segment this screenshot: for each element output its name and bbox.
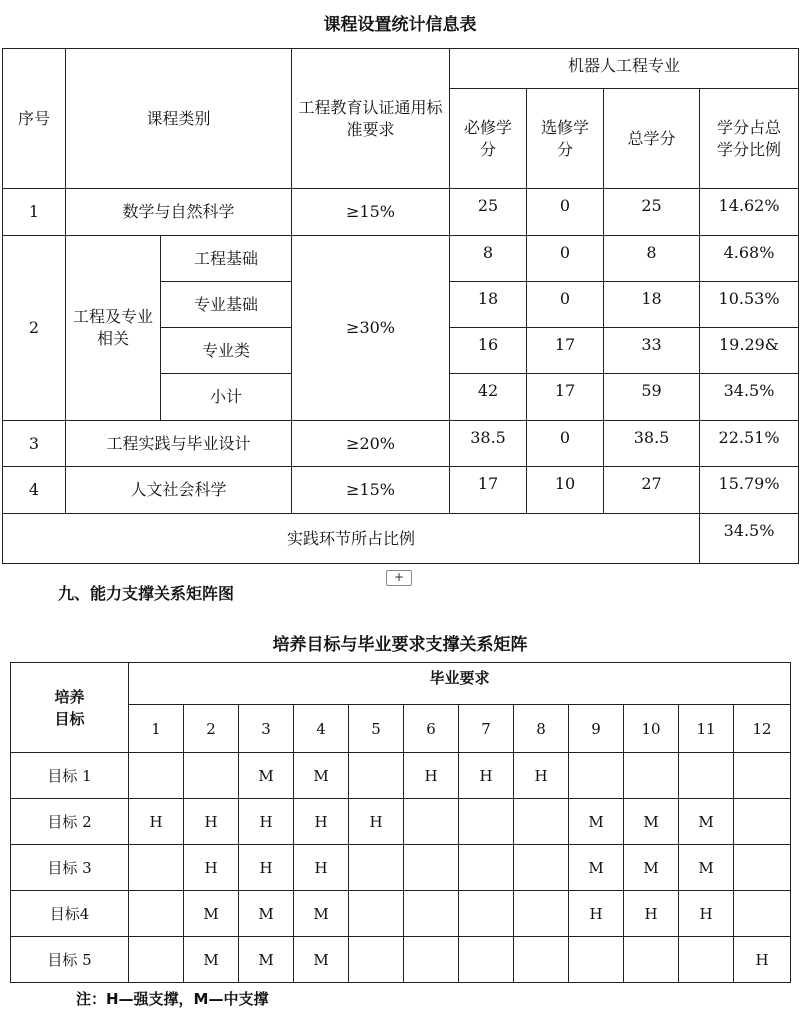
matrix-cell: H [239, 845, 294, 891]
cell-elective: 10 [527, 467, 604, 514]
footer-label: 实践环节所占比例 [3, 514, 700, 564]
matrix-cell [734, 799, 791, 845]
matrix-cell: M [679, 845, 734, 891]
cell-seq: 1 [3, 189, 66, 236]
matrix-cell [679, 937, 734, 983]
cell-category: 数学与自然科学 [66, 189, 292, 236]
cell-ratio: 15.79% [700, 467, 799, 514]
cell-category: 工程基础 [161, 236, 292, 282]
matrix-cell [514, 799, 569, 845]
table-row [3, 467, 799, 514]
matrix-cell [404, 891, 459, 937]
matrix-cell [404, 799, 459, 845]
matrix-row-label: 目标4 [11, 891, 129, 937]
header-ratio: 学分占总学分比例 [700, 89, 799, 189]
cell-category: 小计 [161, 374, 292, 421]
cell-seq: 2 [3, 236, 66, 421]
matrix-cell [129, 891, 184, 937]
matrix-cell: M [569, 845, 624, 891]
cell-elective: 0 [527, 189, 604, 236]
cell-elective: 17 [527, 328, 604, 374]
matrix-cell: H [624, 891, 679, 937]
matrix-cell: H [459, 753, 514, 799]
cell-ratio: 10.53% [700, 282, 799, 328]
table2-title: 培养目标与毕业要求支撑关系矩阵 [272, 635, 528, 655]
cell-total: 59 [604, 374, 700, 421]
header-required: 必修学分 [450, 89, 527, 189]
table1-title: 课程设置统计信息表 [323, 15, 477, 35]
cell-ratio: 19.29& [700, 328, 799, 374]
matrix-column-header: 12 [734, 705, 791, 753]
matrix-row [11, 799, 791, 845]
cell-required: 25 [450, 189, 527, 236]
expand-button[interactable]: + [386, 570, 412, 586]
cell-elective: 0 [527, 421, 604, 467]
table-row [3, 236, 799, 282]
matrix-cell: H [734, 937, 791, 983]
matrix-column-header: 9 [569, 705, 624, 753]
header-total: 总学分 [604, 89, 700, 189]
cell-total: 33 [604, 328, 700, 374]
matrix-cell [459, 799, 514, 845]
matrix-row [11, 891, 791, 937]
matrix-cell: M [184, 891, 239, 937]
header-major: 机器人工程专业 [450, 49, 799, 89]
cell-category: 专业基础 [161, 282, 292, 328]
matrix-cell: H [569, 891, 624, 937]
matrix-column-header: 6 [404, 705, 459, 753]
cell-seq: 4 [3, 467, 66, 514]
matrix-cell: M [239, 891, 294, 937]
header-elective: 选修学分 [527, 89, 604, 189]
matrix-cell [569, 937, 624, 983]
matrix-row [11, 753, 791, 799]
matrix-cell: H [184, 845, 239, 891]
matrix-cell [569, 753, 624, 799]
legend-note: 注：H—强支撑，M—中支撑 [76, 990, 269, 1008]
matrix-cell [624, 937, 679, 983]
matrix-cell: H [184, 799, 239, 845]
cell-seq: 3 [3, 421, 66, 467]
cell-total: 8 [604, 236, 700, 282]
header-seq: 序号 [3, 49, 66, 189]
cell-ratio: 4.68% [700, 236, 799, 282]
matrix-row [11, 937, 791, 983]
matrix-cell: M [569, 799, 624, 845]
matrix-cell: M [294, 891, 349, 937]
cell-required: 42 [450, 374, 527, 421]
matrix-corner: 培养目标 [11, 663, 129, 753]
matrix-cell [679, 753, 734, 799]
cell-total: 27 [604, 467, 700, 514]
cell-elective: 0 [527, 236, 604, 282]
matrix-cell [349, 753, 404, 799]
matrix-cell [349, 891, 404, 937]
matrix-cell: H [404, 753, 459, 799]
matrix-column-header: 11 [679, 705, 734, 753]
matrix-cell [129, 937, 184, 983]
matrix-cell: H [239, 799, 294, 845]
matrix-cell [404, 845, 459, 891]
matrix-row-label: 目标 5 [11, 937, 129, 983]
cell-ratio: 14.62% [700, 189, 799, 236]
matrix-cell [349, 845, 404, 891]
header-standard: 工程教育认证通用标准要求 [292, 49, 450, 189]
matrix-cell: M [294, 753, 349, 799]
matrix-cell [734, 753, 791, 799]
matrix-cell: H [679, 891, 734, 937]
matrix-cell: M [679, 799, 734, 845]
matrix-cell [459, 891, 514, 937]
cell-elective: 0 [527, 282, 604, 328]
matrix-column-header: 8 [514, 705, 569, 753]
matrix-cell [514, 845, 569, 891]
matrix-cell [734, 891, 791, 937]
matrix-row-label: 目标 1 [11, 753, 129, 799]
matrix-row [11, 845, 791, 891]
matrix-cell: H [514, 753, 569, 799]
matrix-cell: M [184, 937, 239, 983]
matrix-cell: H [349, 799, 404, 845]
table-row [3, 421, 799, 467]
matrix-cell [514, 891, 569, 937]
matrix-column-header: 7 [459, 705, 514, 753]
matrix-cell [459, 937, 514, 983]
cell-required: 38.5 [450, 421, 527, 467]
matrix-column-header: 10 [624, 705, 679, 753]
cell-standard: ≥15% [292, 467, 450, 514]
matrix-cell: M [239, 753, 294, 799]
cell-category: 人文社会科学 [66, 467, 292, 514]
support-matrix-table [10, 662, 791, 983]
matrix-cell: H [129, 799, 184, 845]
cell-required: 8 [450, 236, 527, 282]
cell-required: 17 [450, 467, 527, 514]
matrix-cell: H [294, 799, 349, 845]
cell-required: 18 [450, 282, 527, 328]
cell-ratio: 22.51% [700, 421, 799, 467]
matrix-cell [459, 845, 514, 891]
cell-standard: ≥30% [292, 236, 450, 421]
matrix-cell: H [294, 845, 349, 891]
matrix-cell [129, 845, 184, 891]
cell-category: 工程实践与毕业设计 [66, 421, 292, 467]
matrix-cell [349, 937, 404, 983]
cell-ratio: 34.5% [700, 374, 799, 421]
cell-total: 25 [604, 189, 700, 236]
matrix-group-header: 毕业要求 [129, 663, 791, 705]
matrix-cell [404, 937, 459, 983]
matrix-column-header: 4 [294, 705, 349, 753]
matrix-column-header: 5 [349, 705, 404, 753]
matrix-column-header: 2 [184, 705, 239, 753]
cell-total: 18 [604, 282, 700, 328]
footer-value: 34.5% [700, 514, 799, 564]
matrix-cell: M [294, 937, 349, 983]
matrix-cell [514, 937, 569, 983]
matrix-cell [129, 753, 184, 799]
matrix-row-label: 目标 2 [11, 799, 129, 845]
section-heading: 九、能力支撑关系矩阵图 [58, 584, 235, 603]
matrix-cell: M [624, 799, 679, 845]
matrix-cell [624, 753, 679, 799]
header-category: 课程类别 [66, 49, 292, 189]
matrix-cell: M [624, 845, 679, 891]
course-statistics-table [2, 48, 799, 564]
cell-standard: ≥15% [292, 189, 450, 236]
cell-group: 工程及专业相关 [66, 236, 161, 421]
matrix-cell [184, 753, 239, 799]
cell-standard: ≥20% [292, 421, 450, 467]
matrix-cell: M [239, 937, 294, 983]
cell-total: 38.5 [604, 421, 700, 467]
matrix-cell [734, 845, 791, 891]
cell-required: 16 [450, 328, 527, 374]
matrix-column-header: 1 [129, 705, 184, 753]
cell-category: 专业类 [161, 328, 292, 374]
cell-elective: 17 [527, 374, 604, 421]
table-row [3, 189, 799, 236]
matrix-column-header: 3 [239, 705, 294, 753]
table-footer-row [3, 514, 799, 564]
matrix-row-label: 目标 3 [11, 845, 129, 891]
